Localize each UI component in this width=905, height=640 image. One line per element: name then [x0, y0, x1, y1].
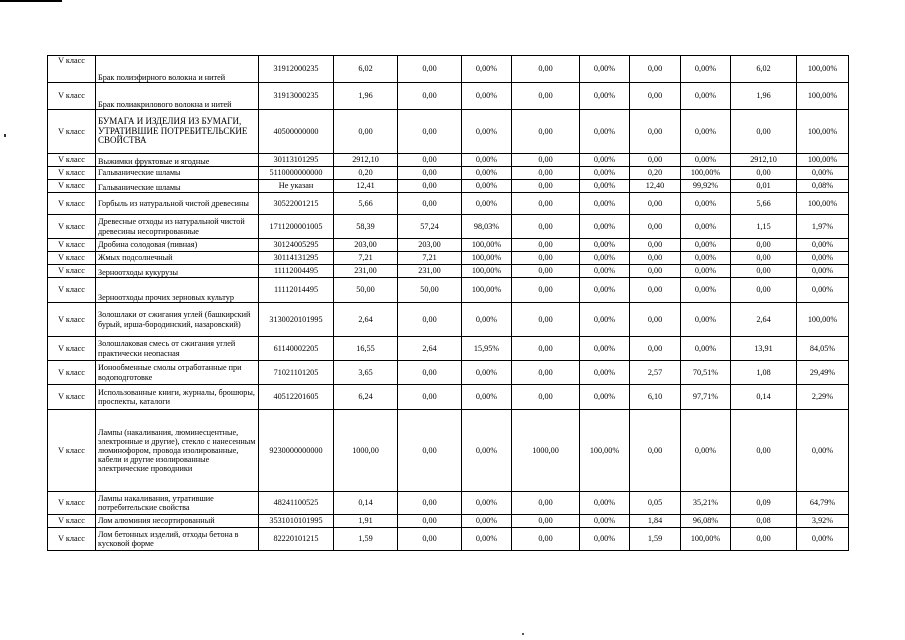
neutralized-percent-cell: 0,00% — [580, 83, 630, 110]
transferred-percent-cell: 0,00% — [681, 154, 731, 167]
placed-amount-cell: 0,00 — [731, 110, 797, 154]
utilized-percent-cell: 15,95% — [462, 337, 512, 361]
waste-code-cell: 61140002205 — [259, 337, 334, 361]
neutralized-amount-cell: 0,00 — [512, 83, 580, 110]
placed-amount-cell: 0,14 — [731, 385, 797, 410]
scan-speck — [4, 134, 6, 137]
neutralized-amount-cell: 1000,00 — [512, 410, 580, 492]
waste-balance-table — [47, 55, 849, 551]
total-amount-cell: 1000,00 — [334, 410, 398, 492]
placed-amount-cell: 0,00 — [731, 278, 797, 303]
table-row — [48, 154, 849, 167]
waste-class-cell: V класс — [48, 337, 96, 361]
placed-percent-cell: 84,05% — [797, 337, 849, 361]
utilized-amount-cell: 203,00 — [398, 239, 462, 252]
waste-class-cell: V класс — [48, 215, 96, 239]
transferred-amount-cell: 2,57 — [630, 361, 681, 385]
waste-name-cell: Гальванические шламы — [96, 180, 259, 193]
transferred-percent-cell: 100,00% — [681, 167, 731, 180]
transferred-amount-cell: 0,00 — [630, 239, 681, 252]
neutralized-percent-cell: 0,00% — [580, 337, 630, 361]
transferred-percent-cell: 0,00% — [681, 303, 731, 337]
waste-class-cell: V класс — [48, 278, 96, 303]
table-row — [48, 337, 849, 361]
total-amount-cell: 0,20 — [334, 167, 398, 180]
waste-class-cell: V класс — [48, 83, 96, 110]
transferred-amount-cell: 1,84 — [630, 515, 681, 528]
table-row — [48, 252, 849, 265]
table-row — [48, 492, 849, 515]
transferred-amount-cell: 0,00 — [630, 303, 681, 337]
waste-name-cell: Древесные отходы из натуральной чистой древесины несортированные — [96, 215, 259, 239]
table-row — [48, 56, 849, 83]
utilized-percent-cell: 0,00% — [462, 361, 512, 385]
placed-percent-cell: 0,08% — [797, 180, 849, 193]
neutralized-percent-cell: 0,00% — [580, 492, 630, 515]
waste-name-cell: Зерноотходы прочих зерновых культур — [96, 278, 259, 303]
total-amount-cell: 6,24 — [334, 385, 398, 410]
transferred-percent-cell: 0,00% — [681, 239, 731, 252]
waste-code-cell: 1711200001005 — [259, 215, 334, 239]
neutralized-amount-cell: 0,00 — [512, 337, 580, 361]
neutralized-amount-cell: 0,00 — [512, 56, 580, 83]
placed-amount-cell: 6,02 — [731, 56, 797, 83]
neutralized-amount-cell: 0,00 — [512, 265, 580, 278]
waste-code-cell: 82220101215 — [259, 528, 334, 551]
utilized-amount-cell: 0,00 — [398, 361, 462, 385]
utilized-amount-cell: 0,00 — [398, 193, 462, 215]
transferred-amount-cell: 0,00 — [630, 193, 681, 215]
total-amount-cell: 3,65 — [334, 361, 398, 385]
neutralized-percent-cell: 0,00% — [580, 154, 630, 167]
placed-amount-cell: 0,08 — [731, 515, 797, 528]
waste-name-cell: Брак полиакрилового волокна и нитей — [96, 83, 259, 110]
neutralized-amount-cell: 0,00 — [512, 385, 580, 410]
waste-class-cell: V класс — [48, 385, 96, 410]
placed-amount-cell: 0,00 — [731, 410, 797, 492]
waste-class-cell: V класс — [48, 110, 96, 154]
transferred-percent-cell: 70,51% — [681, 361, 731, 385]
waste-name-cell: Дробина солодовая (пивная) — [96, 239, 259, 252]
neutralized-percent-cell: 0,00% — [580, 515, 630, 528]
waste-code-cell: 11112014495 — [259, 278, 334, 303]
utilized-amount-cell: 0,00 — [398, 56, 462, 83]
neutralized-amount-cell: 0,00 — [512, 278, 580, 303]
waste-class-cell: V класс — [48, 56, 96, 83]
waste-class-cell: V класс — [48, 154, 96, 167]
neutralized-amount-cell: 0,00 — [512, 252, 580, 265]
transferred-amount-cell: 0,00 — [630, 337, 681, 361]
total-amount-cell: 6,02 — [334, 56, 398, 83]
placed-percent-cell: 100,00% — [797, 303, 849, 337]
utilized-amount-cell: 0,00 — [398, 110, 462, 154]
transferred-amount-cell: 0,00 — [630, 110, 681, 154]
placed-percent-cell: 0,00% — [797, 167, 849, 180]
transferred-percent-cell: 0,00% — [681, 337, 731, 361]
waste-class-cell: V класс — [48, 167, 96, 180]
waste-code-cell: 40512201605 — [259, 385, 334, 410]
utilized-percent-cell: 0,00% — [462, 180, 512, 193]
waste-name-cell: Гальванические шламы — [96, 167, 259, 180]
utilized-percent-cell: 98,03% — [462, 215, 512, 239]
utilized-percent-cell: 0,00% — [462, 410, 512, 492]
transferred-amount-cell: 0,00 — [630, 252, 681, 265]
utilized-percent-cell: 0,00% — [462, 492, 512, 515]
total-amount-cell: 2912,10 — [334, 154, 398, 167]
neutralized-amount-cell: 0,00 — [512, 215, 580, 239]
placed-amount-cell: 1,15 — [731, 215, 797, 239]
placed-percent-cell: 3,92% — [797, 515, 849, 528]
total-amount-cell: 203,00 — [334, 239, 398, 252]
utilized-amount-cell: 57,24 — [398, 215, 462, 239]
utilized-amount-cell: 231,00 — [398, 265, 462, 278]
transferred-percent-cell: 0,00% — [681, 252, 731, 265]
waste-class-cell: V класс — [48, 528, 96, 551]
transferred-percent-cell: 99,92% — [681, 180, 731, 193]
utilized-amount-cell: 0,00 — [398, 303, 462, 337]
table-row — [48, 193, 849, 215]
waste-class-cell: V класс — [48, 361, 96, 385]
waste-code-cell: 71021101205 — [259, 361, 334, 385]
neutralized-amount-cell: 0,00 — [512, 239, 580, 252]
utilized-percent-cell: 0,00% — [462, 83, 512, 110]
transferred-percent-cell: 0,00% — [681, 83, 731, 110]
utilized-amount-cell: 0,00 — [398, 410, 462, 492]
placed-percent-cell: 100,00% — [797, 154, 849, 167]
waste-name-cell: Выжимки фруктовые и ягодные — [96, 154, 259, 167]
neutralized-percent-cell: 100,00% — [580, 410, 630, 492]
waste-name-cell: Жмых подсолнечный — [96, 252, 259, 265]
transferred-amount-cell: 6,10 — [630, 385, 681, 410]
total-amount-cell: 1,96 — [334, 83, 398, 110]
transferred-amount-cell: 0,00 — [630, 410, 681, 492]
transferred-amount-cell: 0,20 — [630, 167, 681, 180]
placed-amount-cell: 0,01 — [731, 180, 797, 193]
utilized-percent-cell: 0,00% — [462, 154, 512, 167]
total-amount-cell: 0,00 — [334, 110, 398, 154]
total-amount-cell: 231,00 — [334, 265, 398, 278]
utilized-amount-cell: 0,00 — [398, 83, 462, 110]
utilized-percent-cell: 0,00% — [462, 303, 512, 337]
placed-percent-cell: 2,29% — [797, 385, 849, 410]
neutralized-percent-cell: 0,00% — [580, 385, 630, 410]
waste-class-cell: V класс — [48, 193, 96, 215]
placed-percent-cell: 0,00% — [797, 278, 849, 303]
table-row — [48, 180, 849, 193]
total-amount-cell: 2,64 — [334, 303, 398, 337]
placed-percent-cell: 100,00% — [797, 193, 849, 215]
neutralized-amount-cell: 0,00 — [512, 515, 580, 528]
total-amount-cell: 16,55 — [334, 337, 398, 361]
utilized-percent-cell: 100,00% — [462, 239, 512, 252]
transferred-percent-cell: 0,00% — [681, 56, 731, 83]
neutralized-percent-cell: 0,00% — [580, 265, 630, 278]
utilized-percent-cell: 0,00% — [462, 515, 512, 528]
transferred-percent-cell: 0,00% — [681, 110, 731, 154]
table-row — [48, 278, 849, 303]
total-amount-cell: 50,00 — [334, 278, 398, 303]
utilized-percent-cell: 100,00% — [462, 265, 512, 278]
placed-percent-cell: 64,79% — [797, 492, 849, 515]
total-amount-cell: 1,91 — [334, 515, 398, 528]
waste-name-cell: Лампы накаливания, утратившие потребительские свойства — [96, 492, 259, 515]
utilized-amount-cell: 0,00 — [398, 385, 462, 410]
utilized-amount-cell: 0,00 — [398, 528, 462, 551]
placed-percent-cell: 0,00% — [797, 252, 849, 265]
waste-code-cell: 9230000000000 — [259, 410, 334, 492]
table-row — [48, 110, 849, 154]
placed-percent-cell: 0,00% — [797, 265, 849, 278]
utilized-percent-cell: 0,00% — [462, 56, 512, 83]
transferred-amount-cell: 0,00 — [630, 154, 681, 167]
waste-class-cell: V класс — [48, 410, 96, 492]
waste-name-cell: Горбыль из натуральной чистой древесины — [96, 193, 259, 215]
transferred-amount-cell: 1,59 — [630, 528, 681, 551]
neutralized-percent-cell: 0,00% — [580, 303, 630, 337]
utilized-amount-cell: 50,00 — [398, 278, 462, 303]
neutralized-percent-cell: 0,00% — [580, 528, 630, 551]
utilized-amount-cell: 7,21 — [398, 252, 462, 265]
total-amount-cell: 1,59 — [334, 528, 398, 551]
placed-amount-cell: 1,08 — [731, 361, 797, 385]
utilized-percent-cell: 0,00% — [462, 385, 512, 410]
placed-amount-cell: 2,64 — [731, 303, 797, 337]
utilized-percent-cell: 100,00% — [462, 278, 512, 303]
neutralized-amount-cell: 0,00 — [512, 110, 580, 154]
neutralized-amount-cell: 0,00 — [512, 528, 580, 551]
waste-class-cell: V класс — [48, 515, 96, 528]
waste-name-cell: Лампы (накаливания, люминесцентные, электронные и другие), стекло с нанесенным люминофором, провода изолированные, кабели и другие изолированные электрические проводники — [96, 410, 259, 492]
placed-percent-cell: 0,00% — [797, 410, 849, 492]
waste-name-cell: Лом алюминия несортированный — [96, 515, 259, 528]
waste-class-cell: V класс — [48, 180, 96, 193]
table-row — [48, 239, 849, 252]
transferred-percent-cell: 0,00% — [681, 278, 731, 303]
waste-code-cell: 40500000000 — [259, 110, 334, 154]
table-row — [48, 385, 849, 410]
transferred-percent-cell: 0,00% — [681, 193, 731, 215]
table-row — [48, 265, 849, 278]
table-row — [48, 410, 849, 492]
neutralized-percent-cell: 0,00% — [580, 56, 630, 83]
placed-percent-cell: 29,49% — [797, 361, 849, 385]
waste-code-cell: 30124005295 — [259, 239, 334, 252]
table-row — [48, 361, 849, 385]
transferred-percent-cell: 100,00% — [681, 528, 731, 551]
neutralized-percent-cell: 0,00% — [580, 361, 630, 385]
placed-percent-cell: 1,97% — [797, 215, 849, 239]
neutralized-percent-cell: 0,00% — [580, 193, 630, 215]
placed-amount-cell: 0,00 — [731, 167, 797, 180]
transferred-amount-cell: 0,05 — [630, 492, 681, 515]
waste-class-cell: V класс — [48, 239, 96, 252]
utilized-percent-cell: 0,00% — [462, 110, 512, 154]
table-row — [48, 528, 849, 551]
placed-amount-cell: 0,00 — [731, 239, 797, 252]
neutralized-amount-cell: 0,00 — [512, 303, 580, 337]
neutralized-amount-cell: 0,00 — [512, 193, 580, 215]
utilized-amount-cell: 0,00 — [398, 180, 462, 193]
waste-code-cell: Не указан — [259, 180, 334, 193]
neutralized-amount-cell: 0,00 — [512, 180, 580, 193]
placed-percent-cell: 100,00% — [797, 83, 849, 110]
table-row — [48, 167, 849, 180]
waste-code-cell: 5110000000000 — [259, 167, 334, 180]
waste-code-cell: 11112004495 — [259, 265, 334, 278]
total-amount-cell: 58,39 — [334, 215, 398, 239]
waste-name-cell: Брак полиэфирного волокна и нитей — [96, 56, 259, 83]
utilized-percent-cell: 0,00% — [462, 167, 512, 180]
utilized-percent-cell: 0,00% — [462, 193, 512, 215]
waste-code-cell: 3130020101995 — [259, 303, 334, 337]
transferred-percent-cell: 0,00% — [681, 265, 731, 278]
waste-name-cell: БУМАГА И ИЗДЕЛИЯ ИЗ БУМАГИ, УТРАТИВШИЕ ПОТРЕБИТЕЛЬСКИЕ СВОЙСТВА — [96, 110, 259, 154]
placed-amount-cell: 2912,10 — [731, 154, 797, 167]
neutralized-percent-cell: 0,00% — [580, 278, 630, 303]
waste-name-cell: Зерноотходы кукурузы — [96, 265, 259, 278]
neutralized-percent-cell: 0,00% — [580, 239, 630, 252]
placed-percent-cell: 100,00% — [797, 110, 849, 154]
waste-code-cell: 31912000235 — [259, 56, 334, 83]
waste-code-cell: 30113101295 — [259, 154, 334, 167]
placed-percent-cell: 0,00% — [797, 239, 849, 252]
neutralized-amount-cell: 0,00 — [512, 361, 580, 385]
placed-percent-cell: 100,00% — [797, 56, 849, 83]
placed-amount-cell: 0,00 — [731, 528, 797, 551]
neutralized-amount-cell: 0,00 — [512, 492, 580, 515]
placed-percent-cell: 0,00% — [797, 528, 849, 551]
waste-code-cell: 3531010101995 — [259, 515, 334, 528]
utilized-amount-cell: 2,64 — [398, 337, 462, 361]
placed-amount-cell: 0,00 — [731, 252, 797, 265]
transferred-amount-cell: 0,00 — [630, 278, 681, 303]
waste-name-cell: Лом бетонных изделий, отходы бетона в кусковой форме — [96, 528, 259, 551]
transferred-amount-cell: 0,00 — [630, 265, 681, 278]
total-amount-cell: 7,21 — [334, 252, 398, 265]
neutralized-amount-cell: 0,00 — [512, 167, 580, 180]
transferred-percent-cell: 0,00% — [681, 410, 731, 492]
scan-speck — [522, 633, 524, 635]
transferred-percent-cell: 0,00% — [681, 215, 731, 239]
waste-name-cell: Золошлаки от сжигания углей (башкирский бурый, ирша-бородинский, назаровский) — [96, 303, 259, 337]
waste-code-cell: 30114131295 — [259, 252, 334, 265]
placed-amount-cell: 0,00 — [731, 265, 797, 278]
transferred-amount-cell: 0,00 — [630, 83, 681, 110]
placed-amount-cell: 13,91 — [731, 337, 797, 361]
neutralized-percent-cell: 0,00% — [580, 252, 630, 265]
transferred-amount-cell: 12,40 — [630, 180, 681, 193]
table-row — [48, 303, 849, 337]
transferred-amount-cell: 0,00 — [630, 56, 681, 83]
total-amount-cell: 5,66 — [334, 193, 398, 215]
utilized-percent-cell: 0,00% — [462, 528, 512, 551]
utilized-amount-cell: 0,00 — [398, 492, 462, 515]
placed-amount-cell: 1,96 — [731, 83, 797, 110]
placed-amount-cell: 5,66 — [731, 193, 797, 215]
table-row — [48, 215, 849, 239]
transferred-percent-cell: 96,08% — [681, 515, 731, 528]
neutralized-percent-cell: 0,00% — [580, 215, 630, 239]
total-amount-cell: 12,41 — [334, 180, 398, 193]
utilized-percent-cell: 100,00% — [462, 252, 512, 265]
waste-name-cell: Ионообменные смолы отработанные при водоподготовке — [96, 361, 259, 385]
neutralized-percent-cell: 0,00% — [580, 110, 630, 154]
transferred-percent-cell: 35,21% — [681, 492, 731, 515]
utilized-amount-cell: 0,00 — [398, 515, 462, 528]
waste-class-cell: V класс — [48, 492, 96, 515]
waste-name-cell: Использованные книги, журналы, брошюры, проспекты, каталоги — [96, 385, 259, 410]
waste-name-cell: Золошлаковая смесь от сжигания углей практически неопасная — [96, 337, 259, 361]
neutralized-percent-cell: 0,00% — [580, 167, 630, 180]
utilized-amount-cell: 0,00 — [398, 154, 462, 167]
neutralized-percent-cell: 0,00% — [580, 180, 630, 193]
waste-code-cell: 48241100525 — [259, 492, 334, 515]
transferred-amount-cell: 0,00 — [630, 215, 681, 239]
waste-code-cell: 31913000235 — [259, 83, 334, 110]
total-amount-cell: 0,14 — [334, 492, 398, 515]
table-row — [48, 515, 849, 528]
waste-class-cell: V класс — [48, 252, 96, 265]
table-row — [48, 83, 849, 110]
neutralized-amount-cell: 0,00 — [512, 154, 580, 167]
transferred-percent-cell: 97,71% — [681, 385, 731, 410]
top-border-line — [0, 0, 62, 2]
waste-class-cell: V класс — [48, 265, 96, 278]
waste-class-cell: V класс — [48, 303, 96, 337]
placed-amount-cell: 0,09 — [731, 492, 797, 515]
waste-code-cell: 30522001215 — [259, 193, 334, 215]
utilized-amount-cell: 0,00 — [398, 167, 462, 180]
